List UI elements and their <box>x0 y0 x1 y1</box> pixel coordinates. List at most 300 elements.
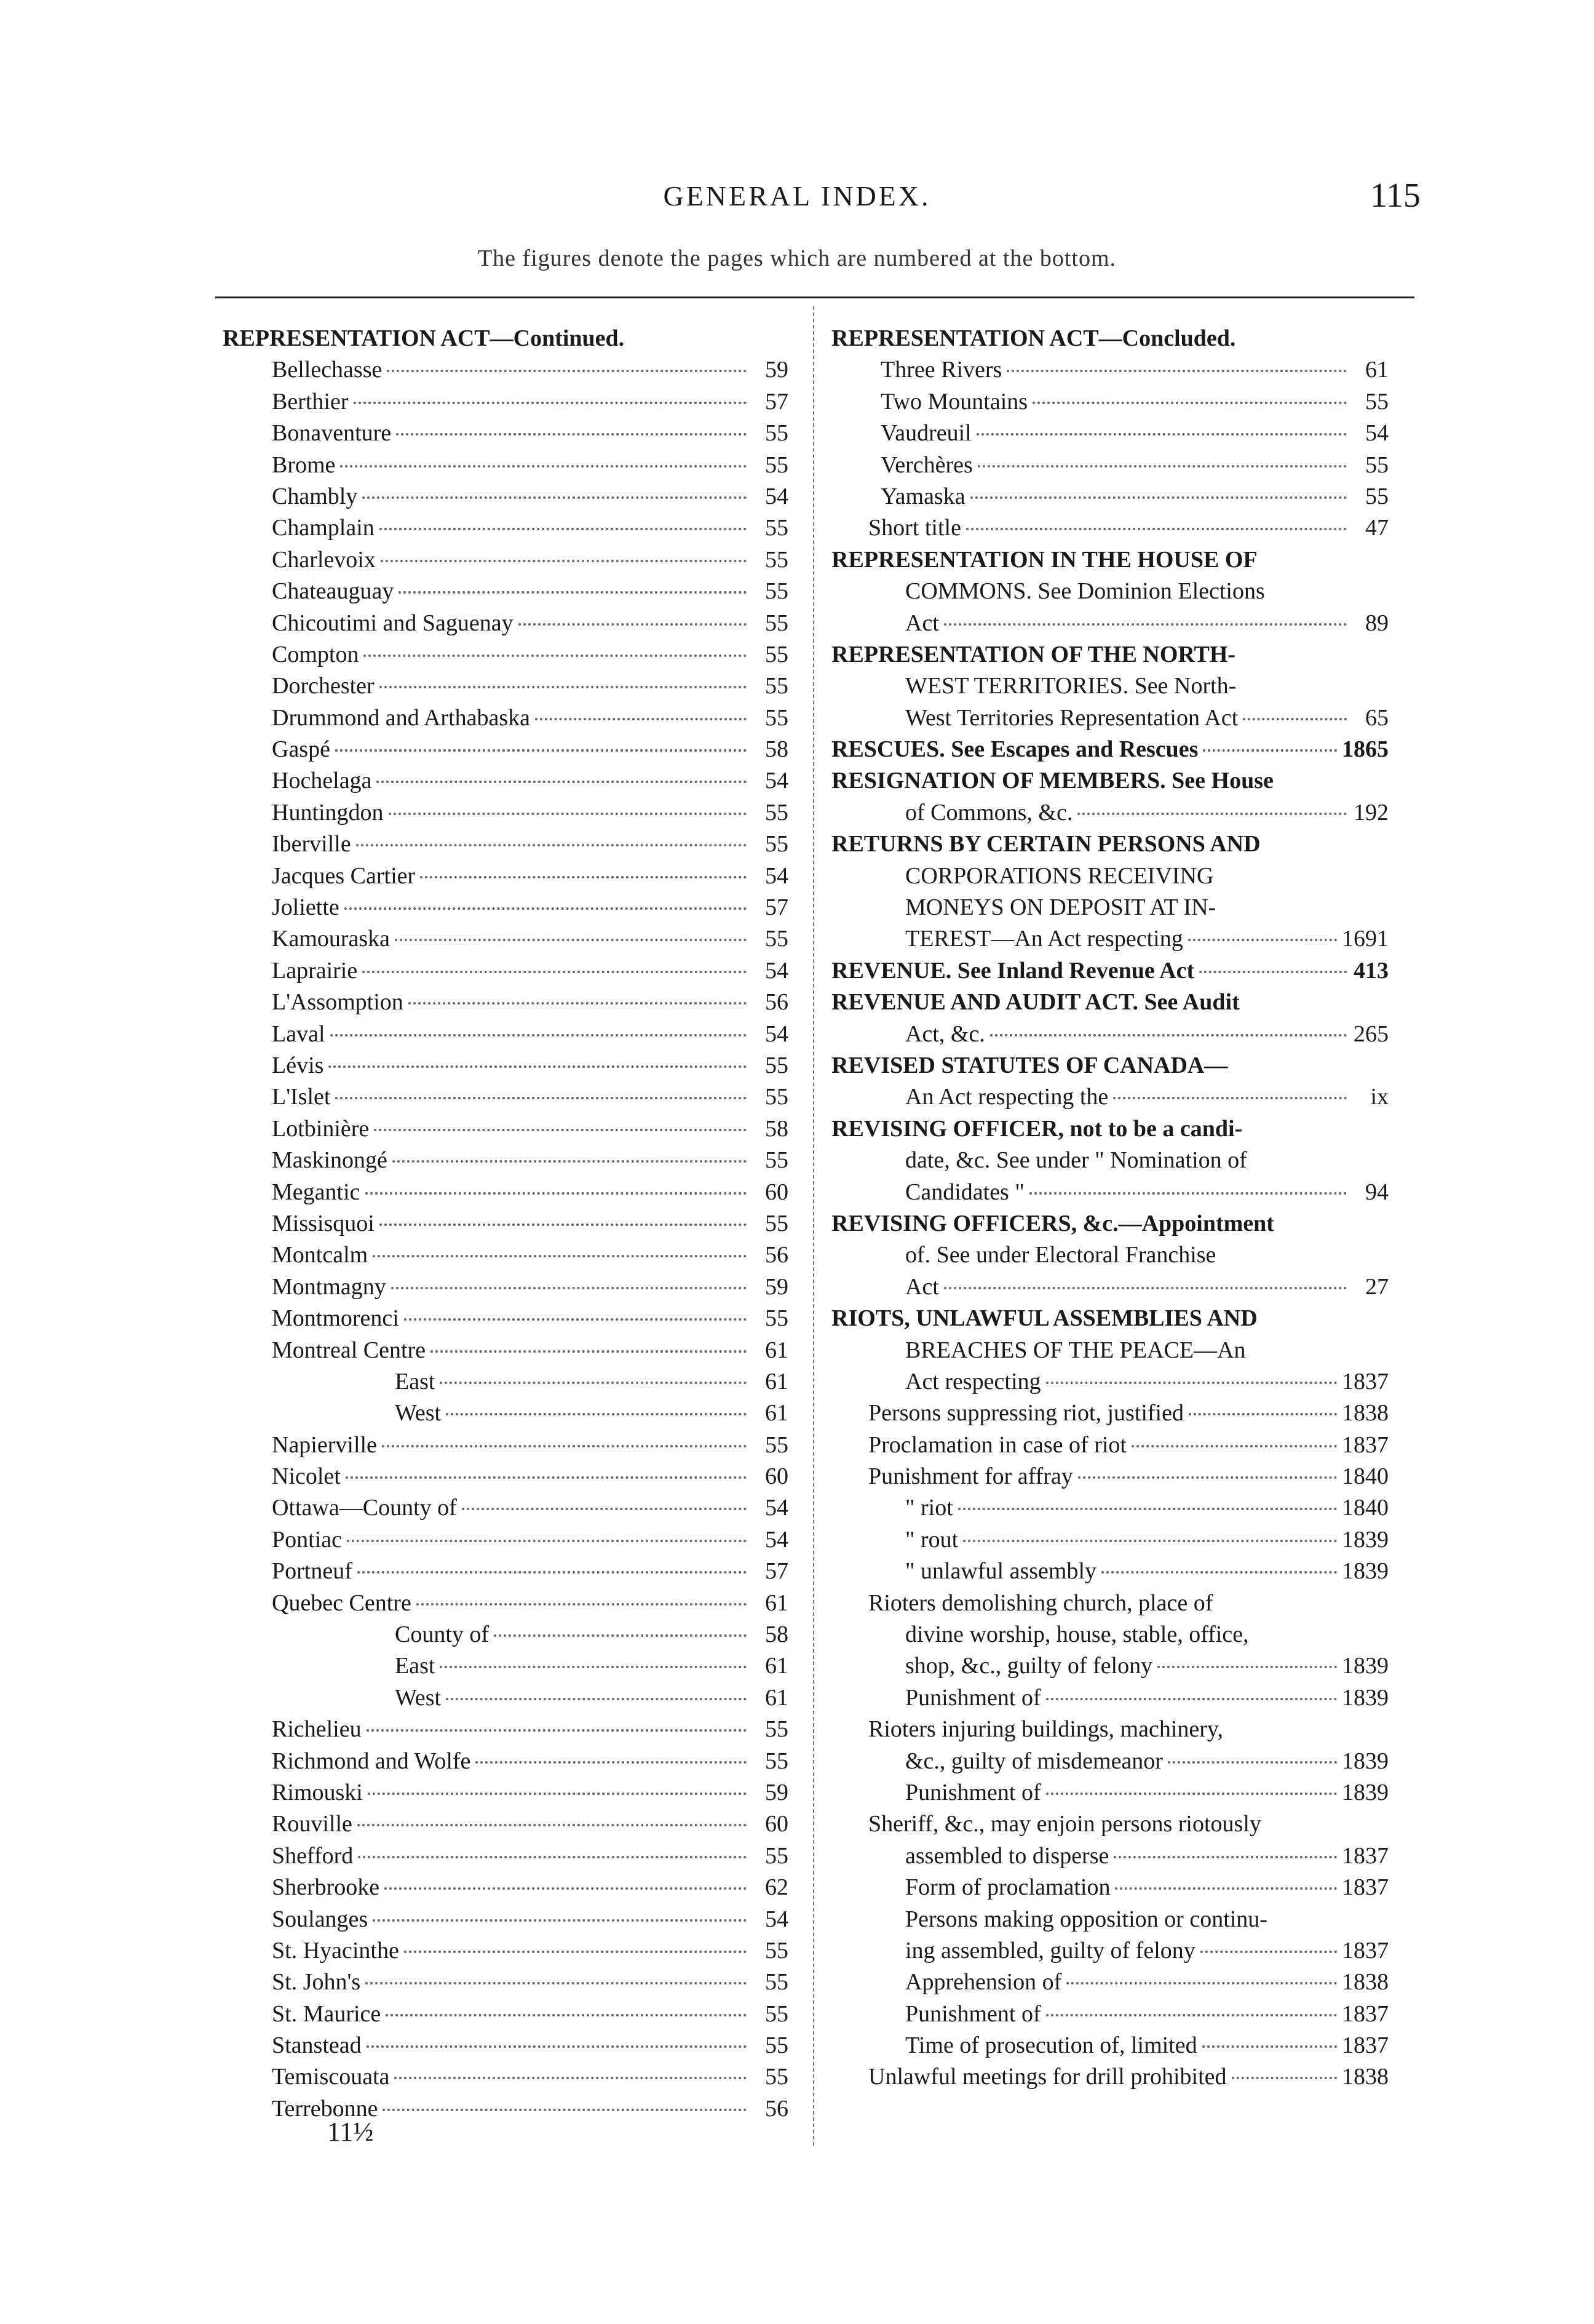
index-entry <box>831 767 1389 798</box>
entry-text: ing assembled, guilty of felony <box>905 1937 1196 1964</box>
entry-text: RESCUES. See Escapes and Rescues <box>831 736 1199 763</box>
entry-text: REVENUE. See Inland Revenue Act <box>831 957 1195 984</box>
signature-mark: 11½ <box>327 2117 374 2147</box>
dot-leader <box>1189 1413 1337 1415</box>
entry-text: East <box>395 1368 435 1395</box>
entry-text: Dorchester <box>272 673 375 699</box>
entry-text: Chicoutimi and Saguenay <box>272 610 513 636</box>
index-entry <box>223 1810 788 1842</box>
page-reference: 54 <box>765 957 788 984</box>
page-reference: 1839 <box>1342 1684 1389 1711</box>
index-entry <box>223 546 788 578</box>
entry-text: Act <box>905 1273 939 1300</box>
index-entry <box>223 325 788 356</box>
entry-text: Jacques Cartier <box>272 862 416 889</box>
dot-leader <box>1243 718 1347 720</box>
entry-text: Megantic <box>272 1179 360 1205</box>
index-entry <box>831 1368 1389 1399</box>
entry-text: Rioters demolishing church, place of <box>868 1590 1213 1616</box>
page-reference: 1839 <box>1342 1653 1389 1679</box>
entry-text: Missisquoi <box>272 1210 375 1236</box>
index-entry <box>223 1558 788 1589</box>
entry-text: Verchères <box>881 452 973 478</box>
dot-leader <box>1188 939 1337 941</box>
index-entry <box>223 1273 788 1305</box>
dot-leader <box>1199 971 1347 973</box>
entry-text: REVISING OFFICERS, &c.—Appointment <box>831 1210 1274 1236</box>
page-reference: 55 <box>765 420 788 447</box>
entry-text: Lévis <box>272 1052 324 1078</box>
index-entry <box>831 1147 1389 1178</box>
index-entry <box>831 578 1389 609</box>
page-reference: 1837 <box>1342 1874 1389 1901</box>
page-reference: 47 <box>1365 515 1389 541</box>
dot-leader <box>404 1318 747 1321</box>
entry-text: RESIGNATION OF MEMBERS. See House <box>831 768 1274 794</box>
entry-text: of. See under Electoral Franchise <box>905 1242 1216 1268</box>
entry-text: REPRESENTATION ACT—Continued. <box>223 325 625 351</box>
index-entry <box>223 514 788 546</box>
page-reference: 55 <box>765 1084 788 1110</box>
entry-text: Richmond and Wolfe <box>272 1748 471 1774</box>
index-entry <box>831 989 1389 1020</box>
index-entry <box>831 1716 1389 1747</box>
entry-text: Sherbrooke <box>272 1874 380 1901</box>
dot-leader <box>970 496 1347 499</box>
page-reference: 56 <box>765 989 788 1016</box>
index-entry <box>831 1431 1389 1463</box>
dot-leader <box>1007 370 1347 372</box>
index-entry <box>223 610 788 641</box>
page-reference: 1837 <box>1342 1937 1389 1964</box>
entry-text: West <box>395 1684 442 1711</box>
page-reference: 55 <box>1365 388 1389 415</box>
page-reference: 59 <box>765 357 788 383</box>
index-entry <box>831 1210 1389 1241</box>
dot-leader <box>335 749 747 752</box>
page-reference: 55 <box>1365 483 1389 509</box>
entry-text: Yamaska <box>881 483 966 509</box>
page-reference: 55 <box>765 1937 788 1964</box>
entry-text: RIOTS, UNLAWFUL ASSEMBLIES AND <box>831 1305 1258 1332</box>
page-reference: 58 <box>765 736 788 763</box>
dot-leader <box>977 433 1347 436</box>
entry-text: Time of prosecution of, limited <box>905 2032 1197 2059</box>
dot-leader <box>395 939 747 941</box>
index-entry <box>831 1305 1389 1336</box>
dot-leader <box>1101 1571 1337 1574</box>
dot-leader <box>358 1856 747 1858</box>
dot-leader <box>373 1919 747 1922</box>
entry-text: date, &c. See under " Nomination of <box>905 1147 1247 1174</box>
page-reference: 62 <box>765 1874 788 1901</box>
page-reference: 1837 <box>1342 1842 1389 1869</box>
entry-text: Act, &c. <box>905 1021 985 1047</box>
index-entry <box>831 1968 1389 2000</box>
dot-leader <box>430 1350 747 1353</box>
entry-text: " unlawful assembly <box>905 1558 1097 1585</box>
page-header <box>0 177 1594 223</box>
index-entry <box>831 894 1389 925</box>
index-entry <box>223 1083 788 1115</box>
dot-leader <box>383 2109 747 2111</box>
page-reference: 1837 <box>1342 1368 1389 1395</box>
page-reference: 265 <box>1354 1021 1389 1047</box>
index-entry <box>223 1906 788 1937</box>
index-entry <box>223 1748 788 1779</box>
entry-text: Bellechasse <box>272 357 383 383</box>
index-entry <box>831 1590 1389 1621</box>
index-entry <box>831 925 1389 957</box>
page-reference: 1839 <box>1342 1748 1389 1774</box>
page-number: 115 <box>1370 177 1421 215</box>
index-entry <box>223 2063 788 2095</box>
page-reference: ix <box>1370 1084 1389 1110</box>
index-entry <box>223 420 788 451</box>
page-reference: 55 <box>765 546 788 573</box>
dot-leader <box>966 528 1347 530</box>
entry-text: Richelieu <box>272 1716 362 1743</box>
page-reference: 55 <box>765 1716 788 1743</box>
entry-text: Form of proclamation <box>905 1874 1111 1901</box>
entry-text: Chambly <box>272 483 358 509</box>
entry-text: St. Maurice <box>272 2000 381 2027</box>
index-entry <box>223 641 788 672</box>
entry-text: Joliette <box>272 894 339 921</box>
entry-text: Laprairie <box>272 957 358 984</box>
entry-text: Portneuf <box>272 1558 352 1585</box>
dot-leader <box>365 1192 747 1195</box>
index-entry <box>223 2000 788 2032</box>
page-reference: 57 <box>765 894 788 921</box>
page-reference: 1839 <box>1342 1558 1389 1585</box>
dot-leader <box>408 1002 747 1005</box>
index-entry <box>831 1810 1389 1842</box>
index-entry <box>831 1906 1389 1937</box>
page-reference: 54 <box>765 1021 788 1047</box>
page-reference: 61 <box>765 1590 788 1616</box>
entry-text: Montmagny <box>272 1273 386 1300</box>
page-reference: 55 <box>765 704 788 731</box>
dot-leader <box>420 876 747 878</box>
entry-text: County of <box>395 1622 490 1648</box>
index-entry <box>223 483 788 514</box>
page-reference: 58 <box>765 1622 788 1648</box>
page-reference: 61 <box>1365 357 1389 383</box>
entry-text: Champlain <box>272 515 375 541</box>
page-reference: 54 <box>765 483 788 509</box>
index-entry <box>831 2000 1389 2032</box>
entry-text: Quebec Centre <box>272 1590 411 1616</box>
index-entry <box>831 862 1389 894</box>
entry-text: COMMONS. See Dominion Elections <box>905 578 1265 605</box>
entry-text: " rout <box>905 1526 959 1553</box>
page-reference: 55 <box>765 610 788 636</box>
index-entry <box>223 1337 788 1368</box>
entry-text: Three Rivers <box>881 357 1002 383</box>
entry-text: Kamouraska <box>272 926 391 952</box>
dot-leader <box>978 465 1347 468</box>
dot-leader <box>391 1287 747 1289</box>
dot-leader <box>330 1034 747 1037</box>
entry-text: Vaudreuil <box>881 420 972 447</box>
entry-text: MONEYS ON DEPOSIT AT IN- <box>905 894 1216 921</box>
entry-text: West Territories Representation Act <box>905 704 1239 731</box>
dot-leader <box>475 1761 747 1764</box>
entry-text: Ottawa—County of <box>272 1495 457 1521</box>
page-reference: 55 <box>765 515 788 541</box>
index-entry <box>223 1652 788 1684</box>
entry-text: Iberville <box>272 831 351 858</box>
dot-leader <box>367 1729 747 1732</box>
page-reference: 1865 <box>1342 736 1389 763</box>
entry-text: Punishment of <box>905 1779 1041 1805</box>
entry-text: Act <box>905 610 939 636</box>
entry-text: divine worship, house, stable, office, <box>905 1622 1249 1648</box>
dot-leader <box>379 1224 747 1226</box>
entry-text: Gaspé <box>272 736 330 763</box>
page-reference: 55 <box>1365 452 1389 478</box>
index-entry <box>831 1463 1389 1494</box>
entry-text: WEST TERRITORIES. See North- <box>905 673 1237 699</box>
index-entry <box>831 1399 1389 1431</box>
dot-leader <box>365 1982 747 1984</box>
page-reference: 60 <box>765 1179 788 1205</box>
page-reference: 413 <box>1354 957 1389 984</box>
page-reference: 54 <box>765 1906 788 1932</box>
page-reference: 1838 <box>1342 1969 1389 1996</box>
index-entry <box>223 1115 788 1147</box>
dot-leader <box>416 1603 747 1606</box>
page-reference: 1837 <box>1342 2000 1389 2027</box>
page-reference: 55 <box>765 1431 788 1458</box>
dot-leader <box>990 1034 1347 1037</box>
entry-text: Soulanges <box>272 1906 368 1932</box>
index-entry <box>831 1652 1389 1684</box>
dot-leader <box>958 1508 1337 1510</box>
entry-text: Rouville <box>272 1811 352 1837</box>
index-entry <box>223 2095 788 2127</box>
dot-leader <box>363 655 747 657</box>
index-entry <box>223 1399 788 1431</box>
page-reference: 1838 <box>1342 1400 1389 1427</box>
entry-text: Persons making opposition or continu- <box>905 1906 1267 1932</box>
dot-leader <box>446 1413 747 1415</box>
page-reference: 61 <box>765 1368 788 1395</box>
page-reference: 89 <box>1365 610 1389 636</box>
index-entry <box>223 1842 788 1874</box>
dot-leader <box>1046 1382 1337 1384</box>
page-reference: 61 <box>765 1684 788 1711</box>
dot-leader <box>394 2077 747 2079</box>
entry-text: CORPORATIONS RECEIVING <box>905 862 1214 889</box>
index-entry <box>223 672 788 704</box>
page-reference: 61 <box>765 1653 788 1679</box>
index-entry <box>831 388 1389 420</box>
entry-text: TEREST—An Act respecting <box>905 926 1183 952</box>
dot-leader <box>1046 1698 1337 1700</box>
entry-text: " riot <box>905 1495 953 1521</box>
index-entry <box>831 1558 1389 1589</box>
page-reference: 60 <box>765 1463 788 1490</box>
dot-leader <box>1157 1666 1337 1668</box>
page-reference: 54 <box>1365 420 1389 447</box>
page-reference: 55 <box>765 673 788 699</box>
running-title: GENERAL INDEX. <box>663 180 931 212</box>
page-reference: 55 <box>765 831 788 858</box>
dot-leader <box>398 591 747 594</box>
dot-leader <box>354 402 747 404</box>
index-entry <box>223 1526 788 1558</box>
page-reference: 192 <box>1354 799 1389 826</box>
entry-text: &c., guilty of misdemeanor <box>905 1748 1163 1774</box>
index-entry <box>223 356 788 388</box>
entry-text: Napierville <box>272 1431 377 1458</box>
index-entry <box>831 641 1389 672</box>
page-reference: 54 <box>765 1495 788 1521</box>
dot-leader <box>384 1887 747 1890</box>
index-entry <box>831 1494 1389 1526</box>
dot-leader <box>440 1666 747 1668</box>
dot-leader <box>368 1793 747 1795</box>
index-entry <box>831 1115 1389 1147</box>
index-entry <box>223 578 788 609</box>
entry-text: Shefford <box>272 1842 354 1869</box>
entry-text: Rimouski <box>272 1779 363 1805</box>
index-entry <box>223 1716 788 1747</box>
index-entry <box>831 1021 1389 1052</box>
entry-text: Huntingdon <box>272 799 384 826</box>
page-reference: 55 <box>765 926 788 952</box>
page-reference: 55 <box>765 1210 788 1236</box>
dot-leader <box>1232 2077 1337 2079</box>
index-entry <box>831 483 1389 514</box>
left-index-column <box>223 325 788 2127</box>
entry-text: Short title <box>868 515 961 541</box>
index-entry <box>223 1021 788 1052</box>
index-entry <box>831 799 1389 830</box>
dot-leader <box>944 1287 1347 1289</box>
entry-text: An Act respecting the <box>905 1084 1109 1110</box>
page-reference: 59 <box>765 1779 788 1805</box>
entry-text: Two Mountains <box>881 388 1028 415</box>
dot-leader <box>518 623 747 626</box>
index-entry <box>831 1874 1389 1905</box>
index-entry <box>831 452 1389 483</box>
page-reference: 55 <box>765 1147 788 1174</box>
dot-leader <box>1033 402 1347 404</box>
entry-text: Charlevoix <box>272 546 376 573</box>
index-entry <box>223 957 788 989</box>
entry-text: L'Islet <box>272 1084 331 1110</box>
dot-leader <box>335 1097 747 1099</box>
index-subtitle: The figures denote the pages which are numbered at the bottom. <box>477 245 1117 271</box>
entry-text: Punishment of <box>905 1684 1041 1711</box>
entry-text: Unlawful meetings for drill prohibited <box>868 2064 1227 2090</box>
dot-leader <box>340 465 747 468</box>
entry-text: Act respecting <box>905 1368 1041 1395</box>
index-entry <box>223 736 788 767</box>
index-entry <box>223 1210 788 1241</box>
page-reference: 59 <box>765 1273 788 1300</box>
index-entry <box>831 610 1389 641</box>
index-entry <box>223 1621 788 1652</box>
dot-leader <box>379 528 747 530</box>
dot-leader <box>379 686 747 688</box>
dot-leader <box>328 1065 747 1068</box>
entry-text: Compton <box>272 641 359 667</box>
page-reference: 55 <box>765 1052 788 1078</box>
page-reference: 55 <box>765 452 788 478</box>
index-entry <box>831 356 1389 388</box>
page-reference: 1837 <box>1342 2032 1389 2059</box>
index-entry <box>831 830 1389 862</box>
index-entry <box>223 452 788 483</box>
page-reference: 57 <box>765 388 788 415</box>
index-entry <box>223 925 788 957</box>
index-entry <box>831 704 1389 736</box>
index-entry <box>223 1494 788 1526</box>
page-reference: 54 <box>765 862 788 889</box>
dot-leader <box>404 1951 747 1953</box>
entry-text: REPRESENTATION IN THE HOUSE OF <box>831 546 1258 573</box>
dot-leader <box>396 433 747 436</box>
entry-text: REPRESENTATION ACT—Concluded. <box>831 325 1236 351</box>
dot-leader <box>346 1476 747 1479</box>
header-rule <box>215 296 1414 298</box>
dot-leader <box>1077 813 1347 815</box>
dot-leader <box>1078 1476 1337 1479</box>
index-entry <box>831 325 1389 356</box>
entry-text: St. John's <box>272 1969 361 1996</box>
dot-leader <box>376 781 747 783</box>
entry-text: Brome <box>272 452 336 478</box>
page-reference: 1839 <box>1342 1526 1389 1553</box>
dot-leader <box>1046 2014 1337 2016</box>
index-entry <box>223 1368 788 1399</box>
dot-leader <box>347 1540 747 1542</box>
entry-text: Montreal Centre <box>272 1337 426 1363</box>
entry-text: Punishment of <box>905 2000 1041 2027</box>
index-entry <box>831 1621 1389 1652</box>
entry-text: Candidates " <box>905 1179 1025 1205</box>
entry-text: Punishment for affray <box>868 1463 1073 1490</box>
index-entry <box>223 1779 788 1810</box>
page-reference: 55 <box>765 1842 788 1869</box>
dot-leader <box>344 907 747 910</box>
dot-leader <box>1168 1761 1337 1764</box>
page-reference: 55 <box>765 1305 788 1332</box>
page-reference: 55 <box>765 2000 788 2027</box>
page-reference: 94 <box>1365 1179 1389 1205</box>
entry-text: Bonaventure <box>272 420 392 447</box>
entry-text: Temiscouata <box>272 2064 390 2090</box>
index-entry <box>831 1779 1389 1810</box>
entry-text: Laval <box>272 1021 325 1047</box>
index-entry <box>223 862 788 894</box>
dot-leader <box>944 623 1347 626</box>
entry-text: St. Hyacinthe <box>272 1937 399 1964</box>
page-reference: 56 <box>765 2095 788 2122</box>
index-entry <box>223 1874 788 1905</box>
index-entry <box>831 1684 1389 1716</box>
index-entry <box>223 1937 788 1968</box>
entry-text: BREACHES OF THE PEACE—An <box>905 1337 1246 1363</box>
index-entry <box>831 1937 1389 1968</box>
page-reference: 1837 <box>1342 1431 1389 1458</box>
entry-text: REPRESENTATION OF THE NORTH- <box>831 641 1236 667</box>
index-entry <box>831 957 1389 989</box>
